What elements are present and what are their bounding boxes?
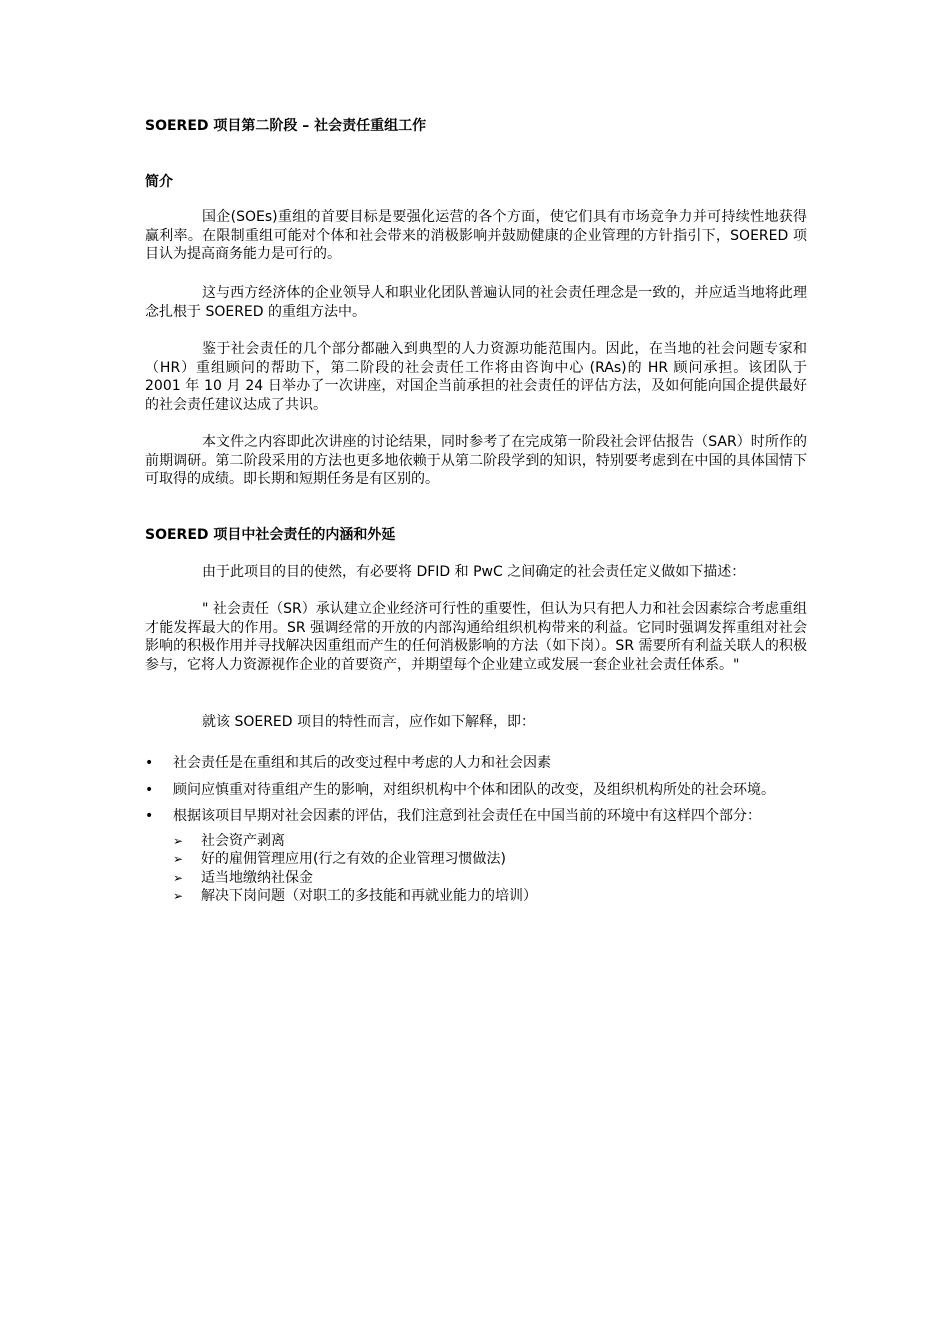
sub-list-item-text: 适当地缴纳社保金	[201, 869, 313, 886]
scope-paragraph-1: 由于此项目的目的使然，有必要将 DFID 和 PwC 之间确定的社会责任定义做如下描述：	[202, 564, 746, 580]
arrow-bullet-icon: ➢	[173, 889, 184, 903]
sub-list-item-text: 社会资产剥离	[201, 832, 285, 849]
sub-list-item-text: 好的雇佣管理应用(行之有效的企业管理习惯做法)	[201, 851, 506, 867]
bullet-icon: •	[145, 781, 154, 798]
list-item	[145, 754, 807, 773]
sr-definition-quote: " 社会责任（SR）承认建立企业经济可行性的重要性，但认为只有把人力和社会因素综合考虑重组才能发挥最大的作用。SR 强调经常的开放的内部沟通给组织机构带来的利益。它同时强调发挥重组对社会影响的积极作用并寻找解决因重组而产生的任何消极影响的方法（如下岗）。SR 需要所有利益关联人的积极参与，它将人力资源视作企业的首要资产，并期望每个企业建立或发展一套企业社会责任体系。"	[145, 601, 807, 673]
arrow-bullet-icon: ➢	[173, 833, 184, 848]
bullet-icon: •	[145, 755, 154, 771]
intro-paragraph-2: 这与西方经济体的企业领导人和职业化团队普遍认同的社会责任理念是一致的，并应适当地将此理念扎根于 SOERED 的重组方法中。	[145, 285, 807, 320]
arrow-bullet-icon: ➢	[173, 870, 184, 885]
sub-list-item	[173, 850, 807, 869]
intro-paragraph-3: 鉴于社会责任的几个部分都融入到典型的人力资源功能范围内。因此，在当地的社会问题专家和（HR）重组顾问的帮助下，第二阶段的社会责任工作将由咨询中心 (RAs)的 HR 顾问承担。该团队于 2001 年 10 月 24 日举办了一次讲座，对国企当前承担的社会责任的评估方法，及如何能向国企提供最好的社会责任建议达成了共识。	[145, 341, 807, 413]
sub-list-item-text: 解决下岗问题（对职工的多技能和再就业能力的培训）	[201, 888, 537, 904]
sub-list-item	[173, 887, 807, 906]
sub-list-item	[173, 869, 807, 888]
list-item-text: 社会责任是在重组和其后的改变过程中考虑的人力和社会因素	[173, 755, 551, 771]
arrow-bullet-icon: ➢	[173, 852, 184, 866]
list-item	[145, 807, 807, 906]
sr-bullet-list	[145, 754, 807, 914]
sub-list-item	[173, 832, 807, 851]
document-title: SOERED 项目第二阶段 – 社会责任重组工作	[145, 118, 427, 134]
scope-heading: SOERED 项目中社会责任的内涵和外延	[145, 527, 396, 543]
scope-paragraph-3: 就该 SOERED 项目的特性而言，应作如下解释，即：	[202, 714, 536, 730]
list-item-text: 顾问应慎重对待重组产生的影响，对组织机构中个体和团队的改变，及组织机构所处的社会环境。	[173, 781, 775, 798]
intro-heading: 简介	[145, 174, 173, 190]
intro-paragraph-4: 本文件之内容即此次讲座的讨论结果，同时参考了在完成第一阶段社会评估报告（SAR）时所作的前期调研。第二阶段采用的方法也更多地依赖于从第二阶段学到的知识，特别要考虑到在中国的具体国情下可取得的成绩。即长期和短期任务是有区别的。	[145, 434, 807, 487]
list-item-text: 根据该项目早期对社会因素的评估，我们注意到社会责任在中国当前的环境中有这样四个部分：	[173, 808, 761, 824]
bullet-icon: •	[145, 808, 154, 824]
sr-components-list	[173, 832, 807, 906]
list-item	[145, 781, 807, 800]
intro-paragraph-1: 国企(SOEs)重组的首要目标是要强化运营的各个方面，使它们具有市场竞争力并可持续性地获得赢利率。在限制重组可能对个体和社会带来的消极影响并鼓励健康的企业管理的方针指引下，SOERED 项目认为提高商务能力是可行的。	[145, 209, 807, 262]
